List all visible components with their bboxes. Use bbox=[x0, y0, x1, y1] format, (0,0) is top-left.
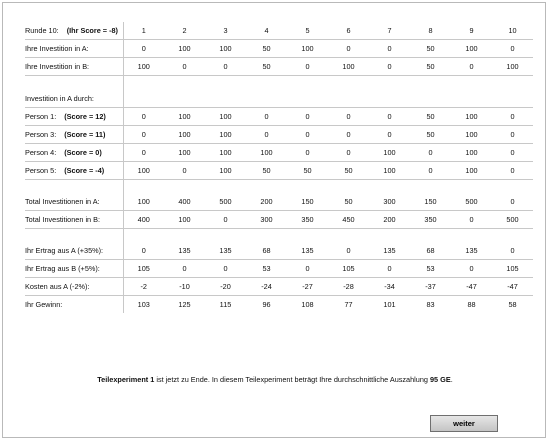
cell: 100 bbox=[164, 211, 205, 229]
completion-text: ist jetzt zu Ende. In diesem Teilexperiment beträgt Ihre durchschnittliche Auszahlung bbox=[154, 375, 430, 384]
cell: 0 bbox=[451, 211, 492, 229]
cell: 53 bbox=[410, 260, 451, 278]
cell: 400 bbox=[164, 193, 205, 211]
person-score: (Score = 11) bbox=[64, 130, 106, 139]
cell: 100 bbox=[328, 58, 369, 76]
cell: 135 bbox=[451, 242, 492, 260]
cell: 100 bbox=[205, 126, 246, 144]
cell: 100 bbox=[123, 58, 164, 76]
total-label: Total Investitionen in B: bbox=[25, 215, 101, 224]
cell: 50 bbox=[246, 162, 287, 180]
cell: 0 bbox=[369, 58, 410, 76]
cell: 0 bbox=[205, 58, 246, 76]
cell: 0 bbox=[451, 260, 492, 278]
row-label bbox=[25, 211, 123, 229]
cell: 100 bbox=[123, 193, 164, 211]
cell: -24 bbox=[246, 278, 287, 296]
spacer-row bbox=[25, 76, 533, 91]
row-label bbox=[25, 22, 123, 40]
cell: 68 bbox=[410, 242, 451, 260]
cell: 88 bbox=[467, 300, 476, 309]
result-row bbox=[25, 242, 533, 260]
cell: 103 bbox=[123, 296, 164, 314]
result-label: Ihr Ertrag aus A (+35%): bbox=[25, 246, 104, 255]
result-label: Ihr Ertrag aus B (+5%): bbox=[25, 264, 100, 273]
cell: 200 bbox=[246, 193, 287, 211]
cell: 100 bbox=[451, 108, 492, 126]
cell bbox=[123, 90, 164, 108]
cell: 0 bbox=[164, 58, 205, 76]
average-payout: 95 GE bbox=[430, 375, 451, 384]
cell: 10 bbox=[492, 22, 533, 40]
result-label: Kosten aus A (-2%): bbox=[25, 282, 90, 291]
cell: -47 bbox=[492, 278, 533, 296]
spacer-row bbox=[25, 229, 533, 243]
cell: 3 bbox=[205, 22, 246, 40]
cell: 500 bbox=[451, 193, 492, 211]
cell: 0 bbox=[451, 58, 492, 76]
cell: 0 bbox=[287, 260, 328, 278]
cell: 0 bbox=[287, 144, 328, 162]
cell: 0 bbox=[492, 40, 533, 58]
own-invest-row bbox=[25, 58, 533, 76]
cell bbox=[369, 90, 410, 108]
header-row bbox=[25, 22, 533, 40]
cell: 125 bbox=[178, 300, 191, 309]
cell: 68 bbox=[246, 242, 287, 260]
cell bbox=[328, 90, 369, 108]
cell bbox=[164, 90, 205, 108]
cell: 0 bbox=[369, 126, 410, 144]
cell: 50 bbox=[410, 108, 451, 126]
row-label bbox=[25, 296, 123, 314]
others-heading: Investition in A durch: bbox=[25, 94, 94, 103]
row-label bbox=[25, 58, 123, 76]
cell: 100 bbox=[287, 40, 328, 58]
person-row bbox=[25, 162, 533, 180]
cell: 0 bbox=[123, 40, 164, 58]
person-label: Person 1: bbox=[25, 112, 57, 121]
own-invest-label: Ihre Investition in A: bbox=[25, 44, 89, 53]
cell: 0 bbox=[205, 211, 246, 229]
row-label bbox=[25, 242, 123, 260]
cell: 100 bbox=[205, 40, 246, 58]
cell: 105 bbox=[123, 260, 164, 278]
person-score: (Score = 0) bbox=[64, 148, 102, 157]
cell: 100 bbox=[164, 108, 205, 126]
cell: 0 bbox=[492, 193, 533, 211]
cell: 100 bbox=[205, 162, 246, 180]
cell: 100 bbox=[246, 144, 287, 162]
round-label: Runde 10: bbox=[25, 26, 59, 35]
cell: -20 bbox=[205, 278, 246, 296]
continue-button[interactable]: weiter bbox=[430, 415, 498, 432]
cell bbox=[287, 90, 328, 108]
total-row bbox=[25, 211, 533, 229]
cell: 77 bbox=[344, 300, 353, 309]
cell: 0 bbox=[287, 58, 328, 76]
cell: 135 bbox=[164, 242, 205, 260]
cell: 100 bbox=[164, 126, 205, 144]
cell: 0 bbox=[369, 40, 410, 58]
cell: 83 bbox=[426, 300, 435, 309]
cell bbox=[205, 90, 246, 108]
own-invest-row bbox=[25, 40, 533, 58]
results-table bbox=[25, 22, 533, 313]
cell: 0 bbox=[123, 242, 164, 260]
cell: 100 bbox=[492, 58, 533, 76]
cell: -47 bbox=[451, 278, 492, 296]
cell: 100 bbox=[369, 144, 410, 162]
cell: 0 bbox=[246, 126, 287, 144]
result-row bbox=[25, 260, 533, 278]
cell: 0 bbox=[410, 162, 451, 180]
cell: 0 bbox=[328, 126, 369, 144]
cell: 0 bbox=[164, 162, 205, 180]
result-label: Ihr Gewinn: bbox=[25, 300, 63, 309]
cell: 0 bbox=[492, 126, 533, 144]
person-row bbox=[25, 126, 533, 144]
cell: 200 bbox=[369, 211, 410, 229]
cell: 1 bbox=[123, 22, 164, 40]
row-label bbox=[25, 126, 123, 144]
cell: 4 bbox=[246, 22, 287, 40]
row-label bbox=[25, 162, 123, 180]
cell: 50 bbox=[287, 162, 328, 180]
spacer-row bbox=[25, 180, 533, 194]
cell: 350 bbox=[410, 211, 451, 229]
cell: 150 bbox=[287, 193, 328, 211]
cell: 0 bbox=[328, 40, 369, 58]
cell: 50 bbox=[410, 126, 451, 144]
cell: 9 bbox=[451, 22, 492, 40]
cell: 50 bbox=[410, 40, 451, 58]
cell: 2 bbox=[164, 22, 205, 40]
cell: 8 bbox=[410, 22, 451, 40]
cell: -28 bbox=[328, 278, 369, 296]
cell: 100 bbox=[123, 162, 164, 180]
cell: -34 bbox=[369, 278, 410, 296]
cell: 0 bbox=[410, 144, 451, 162]
person-label: Person 5: bbox=[25, 166, 57, 175]
completion-end: . bbox=[450, 375, 453, 384]
cell: 0 bbox=[492, 144, 533, 162]
cell: 135 bbox=[205, 242, 246, 260]
cell: 53 bbox=[246, 260, 287, 278]
row-label bbox=[25, 40, 123, 58]
cell: 0 bbox=[123, 108, 164, 126]
cell: 135 bbox=[369, 242, 410, 260]
cell: 500 bbox=[492, 211, 533, 229]
cell: 96 bbox=[262, 300, 271, 309]
person-row bbox=[25, 144, 533, 162]
cell: 0 bbox=[287, 108, 328, 126]
row-label bbox=[25, 278, 123, 296]
cell: 58 bbox=[508, 300, 517, 309]
completion-message bbox=[0, 375, 550, 384]
cell: 100 bbox=[205, 108, 246, 126]
cell: 400 bbox=[123, 211, 164, 229]
cell: 450 bbox=[328, 211, 369, 229]
person-label: Person 4: bbox=[25, 148, 57, 157]
cell: 105 bbox=[328, 260, 369, 278]
cell: 50 bbox=[328, 193, 369, 211]
cell: 0 bbox=[123, 144, 164, 162]
cell: 0 bbox=[328, 144, 369, 162]
cell: 100 bbox=[451, 40, 492, 58]
result-row bbox=[25, 278, 533, 296]
cell: 101 bbox=[383, 300, 396, 309]
person-label: Person 3: bbox=[25, 130, 57, 139]
cell: 100 bbox=[451, 162, 492, 180]
person-row bbox=[25, 108, 533, 126]
total-label: Total Investitionen in A: bbox=[25, 197, 100, 206]
cell: 300 bbox=[369, 193, 410, 211]
cell: 0 bbox=[205, 260, 246, 278]
cell: 150 bbox=[410, 193, 451, 211]
cell: 100 bbox=[451, 126, 492, 144]
round-score: (Ihr Score = -8) bbox=[66, 26, 118, 35]
row-label bbox=[25, 108, 123, 126]
cell: 100 bbox=[451, 144, 492, 162]
row-label bbox=[25, 193, 123, 211]
cell: 5 bbox=[287, 22, 328, 40]
cell: 50 bbox=[410, 58, 451, 76]
own-invest-label: Ihre Investition in B: bbox=[25, 62, 90, 71]
cell: 0 bbox=[369, 260, 410, 278]
cell: 50 bbox=[328, 162, 369, 180]
cell: 100 bbox=[164, 40, 205, 58]
cell bbox=[246, 90, 287, 108]
cell: 0 bbox=[492, 108, 533, 126]
cell: 100 bbox=[205, 144, 246, 162]
cell: 0 bbox=[492, 242, 533, 260]
cell bbox=[410, 90, 451, 108]
cell: 135 bbox=[287, 242, 328, 260]
cell: 108 bbox=[301, 300, 314, 309]
cell: 0 bbox=[164, 260, 205, 278]
cell: -2 bbox=[123, 278, 164, 296]
cell: -27 bbox=[287, 278, 328, 296]
result-row bbox=[25, 296, 533, 314]
cell: 0 bbox=[328, 108, 369, 126]
cell: 100 bbox=[369, 162, 410, 180]
cell: 50 bbox=[246, 58, 287, 76]
cell: 0 bbox=[492, 162, 533, 180]
cell bbox=[451, 90, 492, 108]
person-score: (Score = 12) bbox=[64, 112, 106, 121]
cell: 350 bbox=[287, 211, 328, 229]
cell: 0 bbox=[287, 126, 328, 144]
cell: -37 bbox=[410, 278, 451, 296]
row-label bbox=[25, 90, 123, 108]
cell: 7 bbox=[369, 22, 410, 40]
row-label bbox=[25, 260, 123, 278]
cell: 0 bbox=[369, 108, 410, 126]
cell: 0 bbox=[246, 108, 287, 126]
cell: 50 bbox=[246, 40, 287, 58]
cell: 6 bbox=[328, 22, 369, 40]
row-label bbox=[25, 144, 123, 162]
person-score: (Score = -4) bbox=[64, 166, 105, 175]
cell bbox=[492, 90, 533, 108]
cell: 0 bbox=[328, 242, 369, 260]
cell: -10 bbox=[164, 278, 205, 296]
total-row bbox=[25, 193, 533, 211]
cell: 115 bbox=[219, 300, 232, 309]
cell: 300 bbox=[246, 211, 287, 229]
cell: 100 bbox=[164, 144, 205, 162]
others-heading-row bbox=[25, 90, 533, 108]
experiment-part-label: Teilexperiment 1 bbox=[97, 375, 155, 384]
cell: 0 bbox=[123, 126, 164, 144]
cell: 500 bbox=[205, 193, 246, 211]
cell: 105 bbox=[492, 260, 533, 278]
